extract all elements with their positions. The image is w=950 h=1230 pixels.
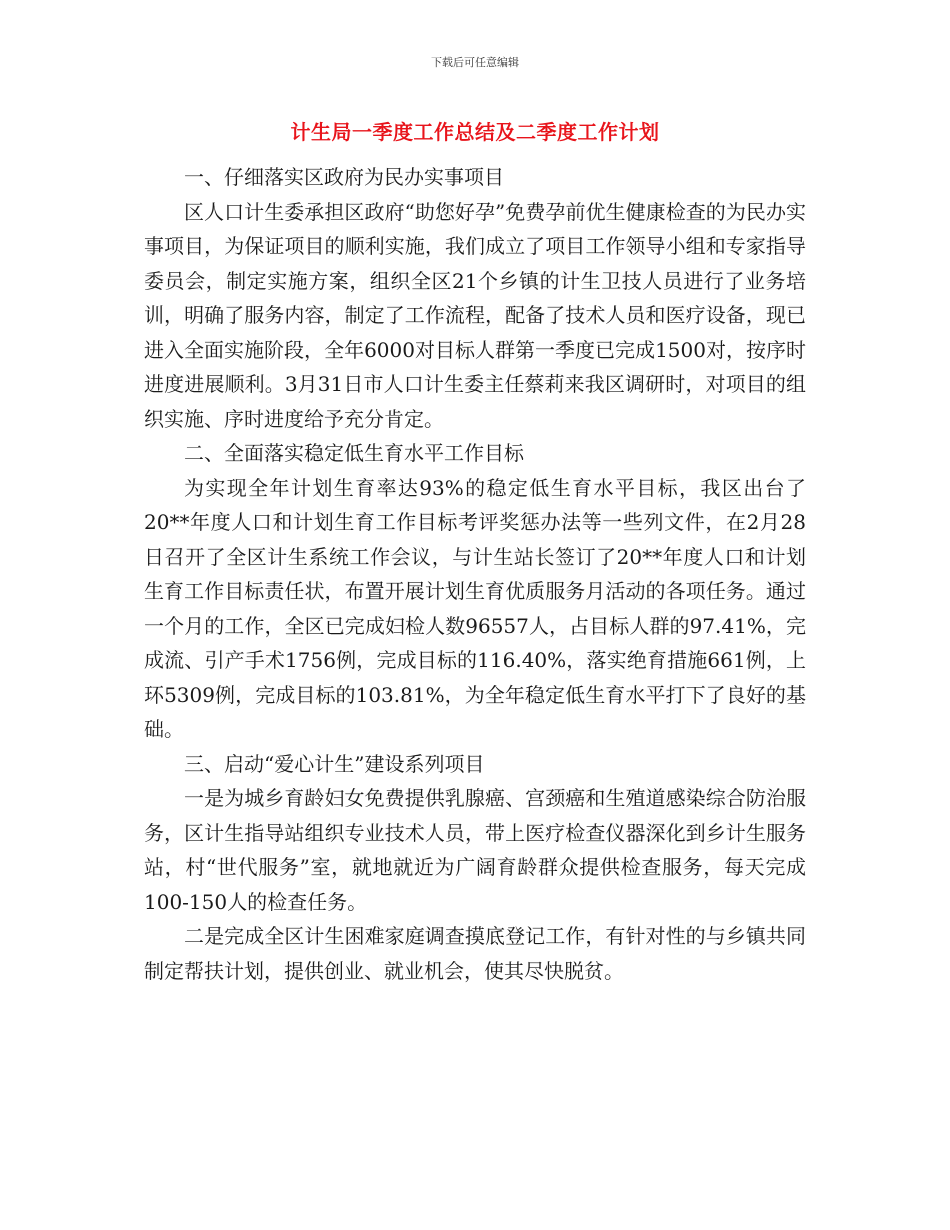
paragraph: 区人口计生委承担区政府“助您好孕”免费孕前优生健康检查的为民办实事项目，为保证项目的顺利实施，我们成立了项目工作领导小组和专家指导委员会，制定实施方案，组织全区21个乡镇的计生卫技人员进行了业务培训，明确了服务内容，制定了工作流程，配备了技术人员和医疗设备，现已进入全面实施阶段，全年6000对目标人群第一季度已完成1500对，按序时进度进展顺利。3月31日市人口计生委主任蔡莉来我区调研时，对项目的组织实施、序时进度给予充分肯定。	[144, 199, 806, 431]
paragraph: 为实现全年计划生育率达93%的稳定低生育水平目标，我区出台了20**年度人口和计划生育工作目标考评奖惩办法等一些列文件，在2月28日召开了全区计生系统工作会议，与计生站长签订了20**年度人口和计划生育工作目标责任状，布置开展计划生育优质服务月活动的各项任务。通过一个月的工作，全区已完成妇检人数96557人，占目标人群的97.41%，完成流、引产手术1756例，完成目标的116.40%，落实绝育措施661例，上环5309例，完成目标的103.81%，为全年稳定低生育水平打下了良好的基础。	[144, 475, 806, 741]
page-header-note: 下载后可任意编辑	[431, 56, 519, 69]
section-heading-3: 三、启动“爱心计生”建设系列项目	[184, 751, 485, 776]
paragraph: 二是完成全区计生困难家庭调查摸底登记工作，有针对性的与乡镇共同制定帮扶计划，提供创业、就业机会，使其尽快脱贫。	[144, 924, 806, 983]
section-heading-1: 一、仔细落实区政府为民办实事项目	[184, 165, 504, 189]
document-title: 计生局一季度工作总结及二季度工作计划	[290, 120, 660, 144]
document-body	[144, 160, 806, 988]
paragraph: 一是为城乡育龄妇女免费提供乳腺癌、宫颈癌和生殖道感染综合防治服务，区计生指导站组织专业技术人员，带上医疗检查仪器深化到乡计生服务站，村“世代服务”室，就地就近为广阔育龄群众提供检查服务，每天完成100-150人的检查任务。	[144, 786, 806, 914]
section-heading-2: 二、全面落实稳定低生育水平工作目标	[184, 441, 524, 465]
